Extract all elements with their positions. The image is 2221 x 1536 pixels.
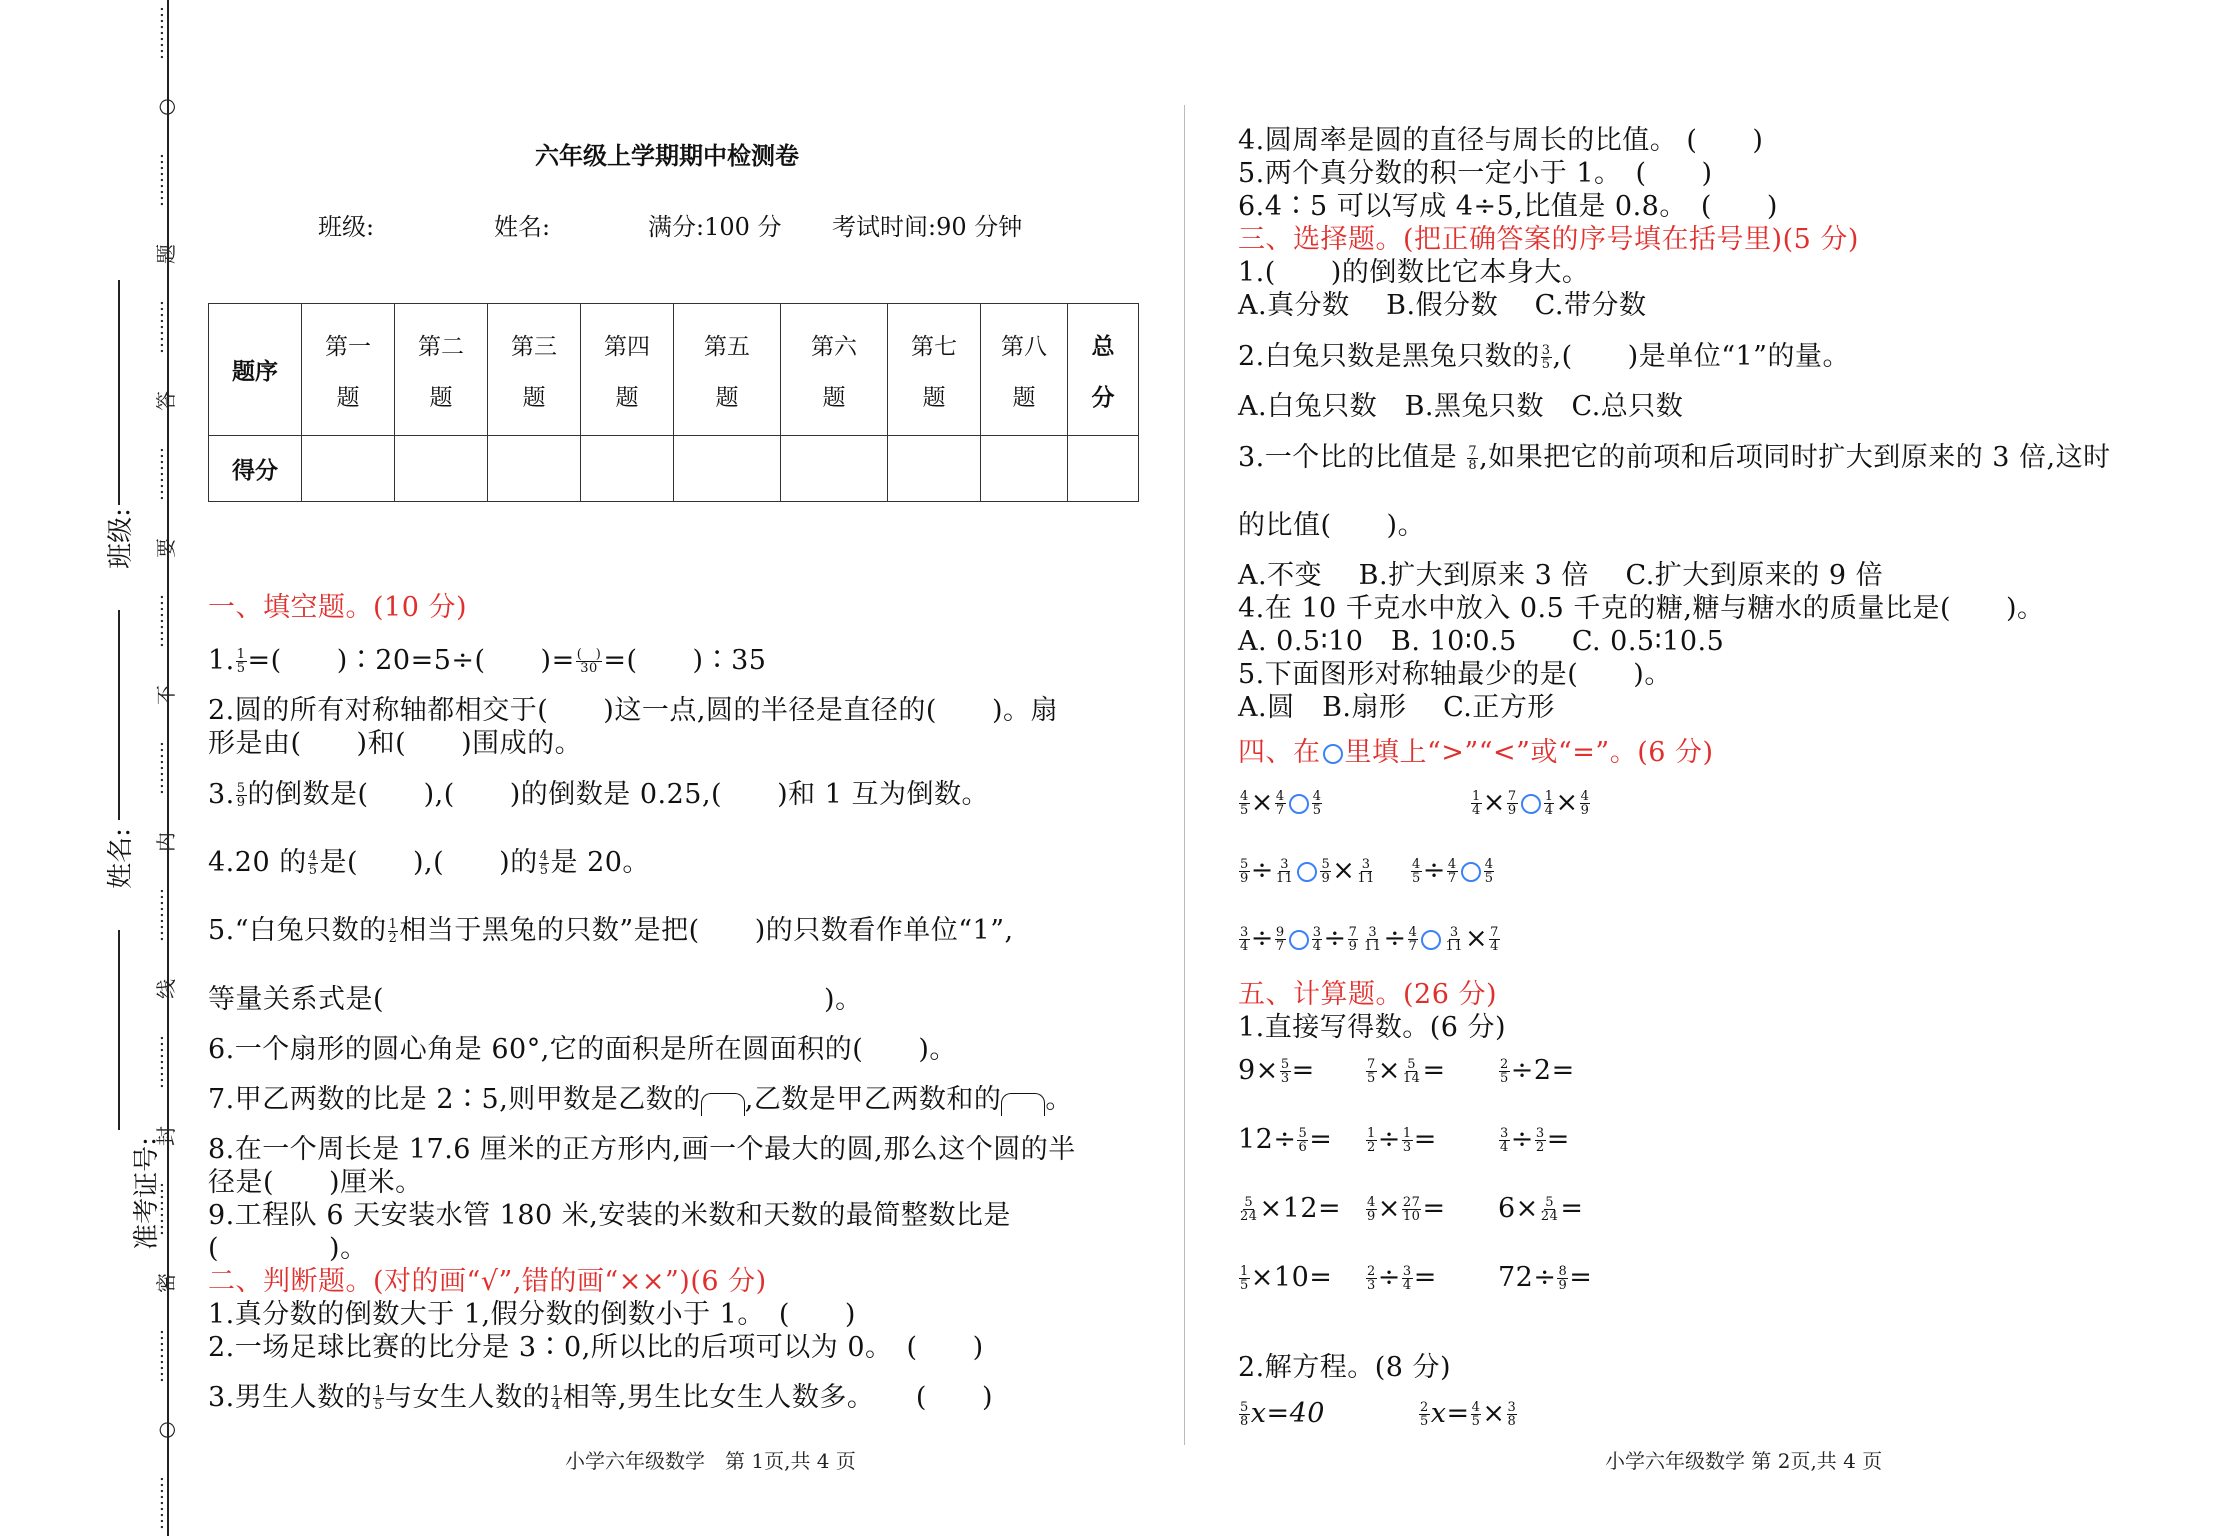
calc-item: $\frac{1}{2}$ ÷ $\frac{1}{3}$ = xyxy=(1367,1124,1437,1155)
calc-item: $\frac{1}{5}$ ×10= xyxy=(1240,1262,1333,1293)
equation-2: $\frac{2}{5}$ x= $\frac{4}{5}$ × $\frac{3}{8}$ xyxy=(1420,1398,1517,1429)
compare-row-3b: $\frac{3}{11}$ ÷ $\frac{4}{7}$ $\frac{3}{11}$ × $\frac{7}{4}$ xyxy=(1364,923,1499,954)
blank-fraction[interactable] xyxy=(1001,1093,1045,1116)
choice-q3: 3.一个比的比值是 $\frac{7}{8}$ ,如果把它的前项和后项同时扩大到原来的 3 倍,这时 xyxy=(1238,442,2111,473)
calc-item: 6× $\frac{5}{24}$ = xyxy=(1498,1193,1584,1224)
compare-circle[interactable] xyxy=(1521,794,1541,814)
choice-q4: 4.在 10 千克水中放入 0.5 千克的糖,糖与糖水的质量比是( )。 xyxy=(1238,593,2045,624)
score-table-row-label: 题序 xyxy=(209,304,302,436)
binding-dots-segment: ……… xyxy=(156,1476,177,1530)
choice-q1: 1.( )的倒数比它本身大。 xyxy=(1238,257,1590,288)
score-cell[interactable] xyxy=(981,436,1068,502)
binding-seal-char: 题 xyxy=(154,243,178,264)
compare-row-1b: $\frac{1}{4}$ × $\frac{7}{9}$ $\frac{1}{4}$ × $\frac{4}{9}$ xyxy=(1472,787,1590,818)
choice-q1-options: A.真分数 B.假分数 C.带分数 xyxy=(1238,290,1647,321)
choice-q2-options: A.白兔只数 B.黑兔只数 C.总只数 xyxy=(1238,391,1684,422)
compare-row-1a: $\frac{4}{5}$ × $\frac{4}{7}$ $\frac{4}{5}$ xyxy=(1240,787,1322,818)
binding-seal-char: 答 xyxy=(154,390,178,411)
calc-item: 12÷ $\frac{5}{6}$ = xyxy=(1238,1124,1333,1155)
fill-q9-line1: 9.工程队 6 天安装水管 180 米,安装的米数和天数的最简整数比是 xyxy=(208,1200,1011,1231)
choice-q2: 2.白兔只数是黑兔只数的 $\frac{3}{5}$ ,( )是单位“1”的量。 xyxy=(1238,341,1850,372)
score-table-col-total: 总 分 xyxy=(1068,304,1139,436)
score-cell[interactable] xyxy=(395,436,488,502)
full-score: 满分:100 分 xyxy=(648,213,782,241)
binding-seal-char: 内 xyxy=(154,831,178,852)
binding-dots-segment: ……… xyxy=(156,1329,177,1383)
binding-seal-char: 密 xyxy=(154,1272,178,1293)
calc-part-2: 2.解方程。(8 分) xyxy=(1238,1352,1452,1383)
judge-q5: 5.两个真分数的积一定小于 1。 ( ) xyxy=(1238,158,1713,189)
calc-item: 72÷ $\frac{8}{9}$ = xyxy=(1498,1262,1593,1293)
class-label: 班级: xyxy=(318,213,375,241)
judge-q3: 3.男生人数的 $\frac{1}{5}$ 与女生人数的 $\frac{1}{4}$ 相等,男生比女生人数多。 ( ) xyxy=(208,1382,993,1413)
binding-dots-segment: ……… xyxy=(156,741,177,795)
choice-q5: 5.下面图形对称轴最少的是( )。 xyxy=(1238,659,1672,690)
binding-dots-segment: ……… xyxy=(156,300,177,354)
choice-q3-options: A.不变 B.扩大到原来 3 倍 C.扩大到原来的 9 倍 xyxy=(1238,560,1884,591)
binding-dots-segment: ……… xyxy=(156,447,177,501)
score-cell[interactable] xyxy=(1068,436,1139,502)
binding-id-label: 准考证号: xyxy=(131,1137,162,1250)
calc-item: $\frac{5}{24}$ ×12= xyxy=(1240,1193,1342,1224)
binding-seal-char: 不 xyxy=(154,684,178,705)
binding-dots-segment: ……… xyxy=(156,1182,177,1236)
fill-q5: 5.“白兔只数的 $\frac{1}{2}$ 相当于黑兔的只数”是把( )的只数看作单位“1”, xyxy=(208,915,1014,946)
score-table-col: 第五 题 xyxy=(674,304,781,436)
binding-rule-name xyxy=(118,610,120,820)
compare-row-2b: $\frac{4}{5}$ ÷ $\frac{4}{7}$ $\frac{4}{5}$ xyxy=(1412,855,1494,886)
fill-q9-line2: ( )。 xyxy=(208,1233,368,1264)
binding-circle-icon: ○ xyxy=(153,1420,178,1439)
compare-circle-icon xyxy=(1323,744,1343,764)
exam-time: 考试时间:90 分钟 xyxy=(832,213,1023,241)
binding-dots-segment: ……… xyxy=(156,153,177,207)
binding-dots-segment: ……… xyxy=(156,6,177,60)
name-label: 姓名: xyxy=(494,213,551,241)
binding-dots-segment: ……… xyxy=(156,888,177,942)
calc-item: $\frac{3}{4}$ ÷ $\frac{3}{2}$ = xyxy=(1500,1124,1570,1155)
score-cell[interactable] xyxy=(781,436,888,502)
exam-title: 六年级上学期期中检测卷 xyxy=(535,141,799,170)
calc-item: 9× $\frac{5}{3}$ = xyxy=(1238,1055,1315,1086)
choice-q5-options: A.圆 B.扇形 C.正方形 xyxy=(1238,692,1555,723)
compare-row-2a: $\frac{5}{9}$ ÷ $\frac{3}{11}$ $\frac{5}{9}$ × $\frac{3}{11}$ xyxy=(1240,855,1375,886)
binding-circle-icon: ○ xyxy=(153,97,178,116)
fill-q5-line2: 等量关系式是( )。 xyxy=(208,984,863,1015)
calc-part-1: 1.直接写得数。(6 分) xyxy=(1238,1012,1507,1043)
compare-circle[interactable] xyxy=(1297,862,1317,882)
calc-item: $\frac{2}{5}$ ÷2= xyxy=(1500,1055,1575,1086)
page-footer-right: 小学六年级数学 第 2页,共 4 页 xyxy=(1605,1449,1883,1473)
score-cell[interactable] xyxy=(302,436,395,502)
equation-1: $\frac{5}{8}$ x=40 xyxy=(1240,1398,1325,1429)
score-table-col: 第七 题 xyxy=(888,304,981,436)
fill-q1: 1. $\frac{1}{5}$ =( )∶20=5÷( )= $\frac{( )}{30}$ =( )∶35 xyxy=(208,645,767,676)
binding-name-label: 姓名: xyxy=(105,828,136,889)
score-cell[interactable] xyxy=(488,436,581,502)
binding-rule-class xyxy=(118,280,120,505)
judge-q6: 6.4∶5 可以写成 4÷5,比值是 0.8。 ( ) xyxy=(1238,191,1778,222)
section-5-title: 五、计算题。(26 分) xyxy=(1238,979,1498,1010)
section-2-title: 二、判断题。(对的画“√”,错的画“××”)(6 分) xyxy=(208,1266,767,1297)
score-cell[interactable] xyxy=(581,436,674,502)
compare-circle[interactable] xyxy=(1289,930,1309,950)
section-1-title: 一、填空题。(10 分) xyxy=(208,592,468,623)
compare-circle[interactable] xyxy=(1289,794,1309,814)
fill-q6: 6.一个扇形的圆心角是 60°,它的面积是所在圆面积的( )。 xyxy=(208,1034,957,1065)
score-table-col: 第八 题 xyxy=(981,304,1068,436)
calc-item: $\frac{7}{5}$ × $\frac{5}{14}$ = xyxy=(1367,1055,1446,1086)
score-table-row-label: 得分 xyxy=(209,436,302,502)
calc-item: $\frac{4}{9}$ × $\frac{27}{10}$ = xyxy=(1367,1193,1446,1224)
binding-class-label: 班级: xyxy=(105,508,136,569)
compare-circle[interactable] xyxy=(1461,862,1481,882)
fill-q2-line1: 2.圆的所有对称轴都相交于( )这一点,圆的半径是直径的( )。扇 xyxy=(208,695,1058,726)
fill-q3: 3. $\frac{5}{9}$ 的倒数是( ),( )的倒数是 0.25,( )和 1 互为倒数。 xyxy=(208,779,989,810)
binding-seal-char: 线 xyxy=(154,978,178,999)
score-table xyxy=(208,303,1139,502)
section-4-title: 四、在 里填上“>”“<”或“=”。(6 分) xyxy=(1238,737,1714,768)
calc-item: $\frac{2}{3}$ ÷ $\frac{3}{4}$ = xyxy=(1367,1262,1437,1293)
binding-dots xyxy=(150,0,182,1536)
score-table-col: 第四 题 xyxy=(581,304,674,436)
score-cell[interactable] xyxy=(888,436,981,502)
score-table-col: 第一 题 xyxy=(302,304,395,436)
binding-dots-segment: ……… xyxy=(156,1035,177,1089)
choice-q3-line2: 的比值( )。 xyxy=(1238,510,1426,541)
score-table-col: 第二 题 xyxy=(395,304,488,436)
score-table-col: 第三 题 xyxy=(488,304,581,436)
score-cell[interactable] xyxy=(674,436,781,502)
fill-q7: 7.甲乙两数的比是 2∶5,则甲数是乙数的 ,乙数是甲乙两数和的 。 xyxy=(208,1084,1073,1115)
fill-q2-line2: 形是由( )和( )围成的。 xyxy=(208,728,583,759)
binding-dots-segment: ……… xyxy=(156,594,177,648)
compare-row-3a: $\frac{3}{4}$ ÷ $\frac{9}{7}$ $\frac{3}{4}$ ÷ $\frac{7}{9}$ xyxy=(1240,923,1358,954)
judge-q2: 2.一场足球比赛的比分是 3∶0,所以比的后项可以为 0。 ( ) xyxy=(208,1332,984,1363)
binding-seal-char: 要 xyxy=(154,537,178,558)
choice-q4-options: A. 0.5∶10 B. 10∶0.5 C. 0.5∶10.5 xyxy=(1238,626,1725,657)
binding-rule-id xyxy=(118,930,120,1130)
page-footer-left: 小学六年级数学 第 1页,共 4 页 xyxy=(565,1449,856,1473)
section-3-title: 三、选择题。(把正确答案的序号填在括号里)(5 分) xyxy=(1238,224,1859,255)
score-table-col: 第六 题 xyxy=(781,304,888,436)
blank-fraction[interactable] xyxy=(701,1093,745,1116)
fill-q8-line2: 径是( )厘米。 xyxy=(208,1167,423,1198)
judge-q4: 4.圆周率是圆的直径与周长的比值。 ( ) xyxy=(1238,125,1764,156)
compare-circle[interactable] xyxy=(1421,930,1441,950)
page-divider xyxy=(1184,105,1185,1445)
fill-q4: 4.20 的 $\frac{4}{5}$ 是( ),( )的 $\frac{4}{5}$ 是 20。 xyxy=(208,847,650,878)
judge-q1: 1.真分数的倒数大于 1,假分数的倒数小于 1。 ( ) xyxy=(208,1299,856,1330)
fill-q8-line1: 8.在一个周长是 17.6 厘米的正方形内,画一个最大的圆,那么这个圆的半 xyxy=(208,1134,1076,1165)
binding-seal-char: 封 xyxy=(154,1125,178,1146)
